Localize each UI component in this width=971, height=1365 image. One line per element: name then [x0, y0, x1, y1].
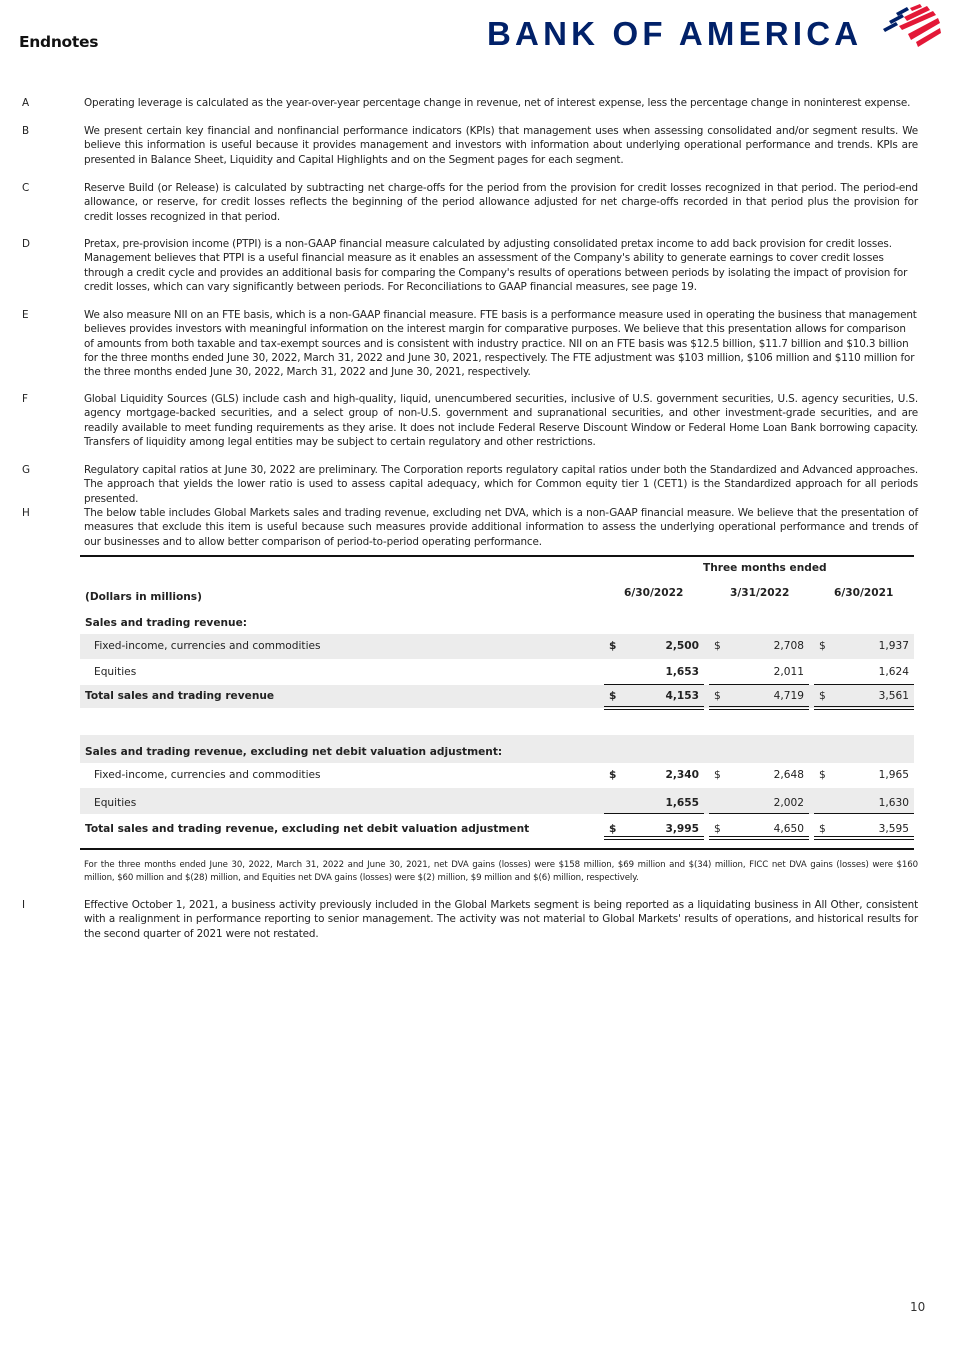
table-row — [80, 763, 914, 788]
endnote-letter: H — [22, 507, 30, 519]
endnote-letter: I — [22, 899, 26, 911]
total-double-rule — [709, 836, 809, 840]
column-header: 3/31/2022 — [730, 587, 790, 599]
cell-value: 1,624 — [878, 666, 909, 678]
cell-value: 4,719 — [773, 690, 804, 702]
currency-symbol: $ — [819, 640, 826, 652]
logo-wordmark: BANK OF AMERICA — [487, 15, 863, 52]
endnote-letter: D — [22, 238, 31, 250]
page-number: 10 — [910, 1300, 926, 1314]
cell-value: 2,340 — [665, 769, 699, 781]
currency-symbol: $ — [714, 823, 721, 835]
flag-logo-icon — [880, 4, 942, 52]
total-double-rule — [709, 706, 809, 710]
cell-value: 1,630 — [878, 797, 909, 809]
endnote-text: Regulatory capital ratios at June 30, 2022 are preliminary. The Corporation reports regulatory capital ratios under both the Standardized and Advanced approaches. The approach that yields the lower ratio is used to assess capital adequacy, which for Common equity tier 1 (CET1) is the Standardized approach for all periods presented. — [84, 464, 918, 505]
endnote-letter: E — [22, 309, 29, 321]
column-header: 6/30/2021 — [834, 587, 894, 599]
cell-value: 2,648 — [773, 769, 804, 781]
cell-value: 4,153 — [665, 690, 699, 702]
cell-value: 1,937 — [878, 640, 909, 652]
endnote-letter: A — [22, 97, 30, 109]
table-units-label: (Dollars in millions) — [85, 591, 202, 603]
table-bottom-rule — [80, 848, 914, 850]
currency-symbol: $ — [819, 690, 826, 702]
total-double-rule — [604, 706, 704, 710]
cell-value: 2,708 — [773, 640, 804, 652]
row-label: Total sales and trading revenue, excluding net debit valuation adjustment — [85, 823, 530, 835]
currency-symbol: $ — [714, 640, 721, 652]
table-row — [80, 788, 914, 814]
page-title: Endnotes — [19, 33, 99, 51]
row-label: Equities — [94, 797, 137, 809]
endnote-text: Global Liquidity Sources (GLS) include cash and high-quality, liquid, unencumbered securities, inclusive of U.S. government securities, U.S. agency securities, U.S. agency mortgage-backed securities, and a select group of non-U.S. government and supranational securities, and other investment-grade securities, and are readily available to meet funding requirements as they arise. It does not include Federal Reserve Discount Window or Federal Home Loan Bank borrowing capacity. Transfers of liquidity among legal entities may be subject to certain regulatory and other restrictions. — [84, 393, 918, 448]
row-label: Equities — [94, 666, 137, 678]
column-header: 6/30/2022 — [624, 587, 684, 599]
endnote-text: We also measure NII on an FTE basis, which is a non-GAAP financial measure. FTE basis is a performance measure used in operating the business that management believes provides investors with meaningful information on the interest margin for comparative purposes. We believe that this presentation allows for comparison of amounts from both taxable and tax-exempt sources and is consistent with industry practice. NII on an FTE basis was $12.5 billion, $11.7 billion and $10.3 billion for the three months ended June 30, 2022, March 31, 2022 and June 30, 2021, respectively. The FTE adjustment was $103 million, $106 million and $110 million for the three months ended June 30, 2022, March 31, 2022 and June 30, 2021, respectively. — [84, 309, 917, 379]
endnote-text: The below table includes Global Markets sales and trading revenue, excluding net DVA, which is a non-GAAP financial measure. We believe that the presentation of measures that exclude this item is useful because such measures provide additional information to assess the underlying operational performance and trends of our businesses and to allow better comparison of period-to-period operating performance. — [84, 507, 918, 548]
cell-value: 3,995 — [665, 823, 699, 835]
row-label: Fixed-income, currencies and commodities — [94, 640, 321, 652]
endnote-letter: C — [22, 182, 30, 194]
currency-symbol: $ — [609, 823, 617, 835]
currency-symbol: $ — [819, 769, 826, 781]
endnote-text: Pretax, pre-provision income (PTPI) is a non-GAAP financial measure calculated by adjusting consolidated pretax income to add back provision for credit losses. Management believes that PTPI is a useful financial measure as it enables an assessment of the Company's ability to generate earnings to cover credit losses through a credit cycle and provides an additional basis for comparing the Company's results of operations between periods by isolating the impact of provision for credit losses, which can vary significantly between periods. For Reconciliations to GAAP financial measures, see page 19. — [84, 238, 908, 293]
table-top-rule — [80, 555, 914, 557]
currency-symbol: $ — [819, 823, 826, 835]
cell-value: 2,011 — [773, 666, 804, 678]
currency-symbol: $ — [609, 640, 617, 652]
cell-value: 2,002 — [773, 797, 804, 809]
endnote-text: Effective October 1, 2021, a business activity previously included in the Global Markets segment is being reported as a liquidating business in All Other, consistent with a realignment in performance reporting to senior management. The activity was not material to Global Markets' results of operations, and historical results for the second quarter of 2021 were not restated. — [84, 899, 918, 940]
section-title: Sales and trading revenue, excluding net debit valuation adjustment: — [85, 746, 503, 758]
cell-value: 4,650 — [773, 823, 804, 835]
currency-symbol: $ — [609, 769, 617, 781]
endnote-letter: B — [22, 125, 30, 137]
endnote-text: We present certain key financial and nonfinancial performance indicators (KPIs) that management uses when assessing consolidated and/or segment results. We believe this information is useful because it provides management and investors with information about underlying operational performance and trends. KPIs are presented in Balance Sheet, Liquidity and Capital Highlights and on the Segment pages for each segment. — [84, 125, 918, 166]
currency-symbol: $ — [714, 769, 721, 781]
table-total-row — [80, 685, 914, 708]
cell-value: 1,653 — [665, 666, 699, 678]
cell-value: 2,500 — [665, 640, 699, 652]
bank-of-america-logo — [487, 4, 947, 52]
table-group-header: Three months ended — [703, 562, 827, 574]
table-footnote: For the three months ended June 30, 2022, March 31, 2022 and June 30, 2021, net DVA gains (losses) were $158 million, $69 million and $(34) million, FICC net DVA gains (losses) were $160 million, $60 million and $(28) million, and Equities net DVA gains (losses) were $(2) million, $9 million and $(6) million, respectively. — [84, 860, 918, 883]
cell-value: 1,655 — [665, 797, 699, 809]
cell-value: 1,965 — [878, 769, 909, 781]
endnote-text: Reserve Build (or Release) is calculated by subtracting net charge-offs for the period from the provision for credit losses recognized in that period. The period-end allowance, or reserve, for credit losses reflects the beginning of the period allowance adjusted for net charge-offs recorded in that period plus the provision for credit losses recognized in that period. — [84, 182, 918, 223]
table-section-header — [80, 611, 914, 636]
row-label: Total sales and trading revenue — [85, 690, 275, 702]
row-label: Fixed-income, currencies and commodities — [94, 769, 321, 781]
table-section-header — [80, 735, 914, 763]
total-double-rule — [604, 836, 704, 840]
subtotal-rule — [814, 813, 914, 814]
subtotal-rule — [709, 813, 809, 814]
subtotal-rule — [604, 813, 704, 814]
total-double-rule — [814, 706, 914, 710]
table-row — [80, 660, 914, 685]
table-row — [80, 634, 914, 659]
cell-value: 3,561 — [878, 690, 909, 702]
currency-symbol: $ — [609, 690, 617, 702]
table-total-row — [80, 815, 914, 838]
section-title: Sales and trading revenue: — [85, 617, 248, 629]
cell-value: 3,595 — [878, 823, 909, 835]
endnote-letter: G — [22, 464, 31, 476]
currency-symbol: $ — [714, 690, 721, 702]
endnote-letter: F — [22, 393, 28, 405]
endnote-text: Operating leverage is calculated as the year-over-year percentage change in revenue, net of interest expense, less the percentage change in noninterest expense. — [84, 97, 911, 109]
total-double-rule — [814, 836, 914, 840]
